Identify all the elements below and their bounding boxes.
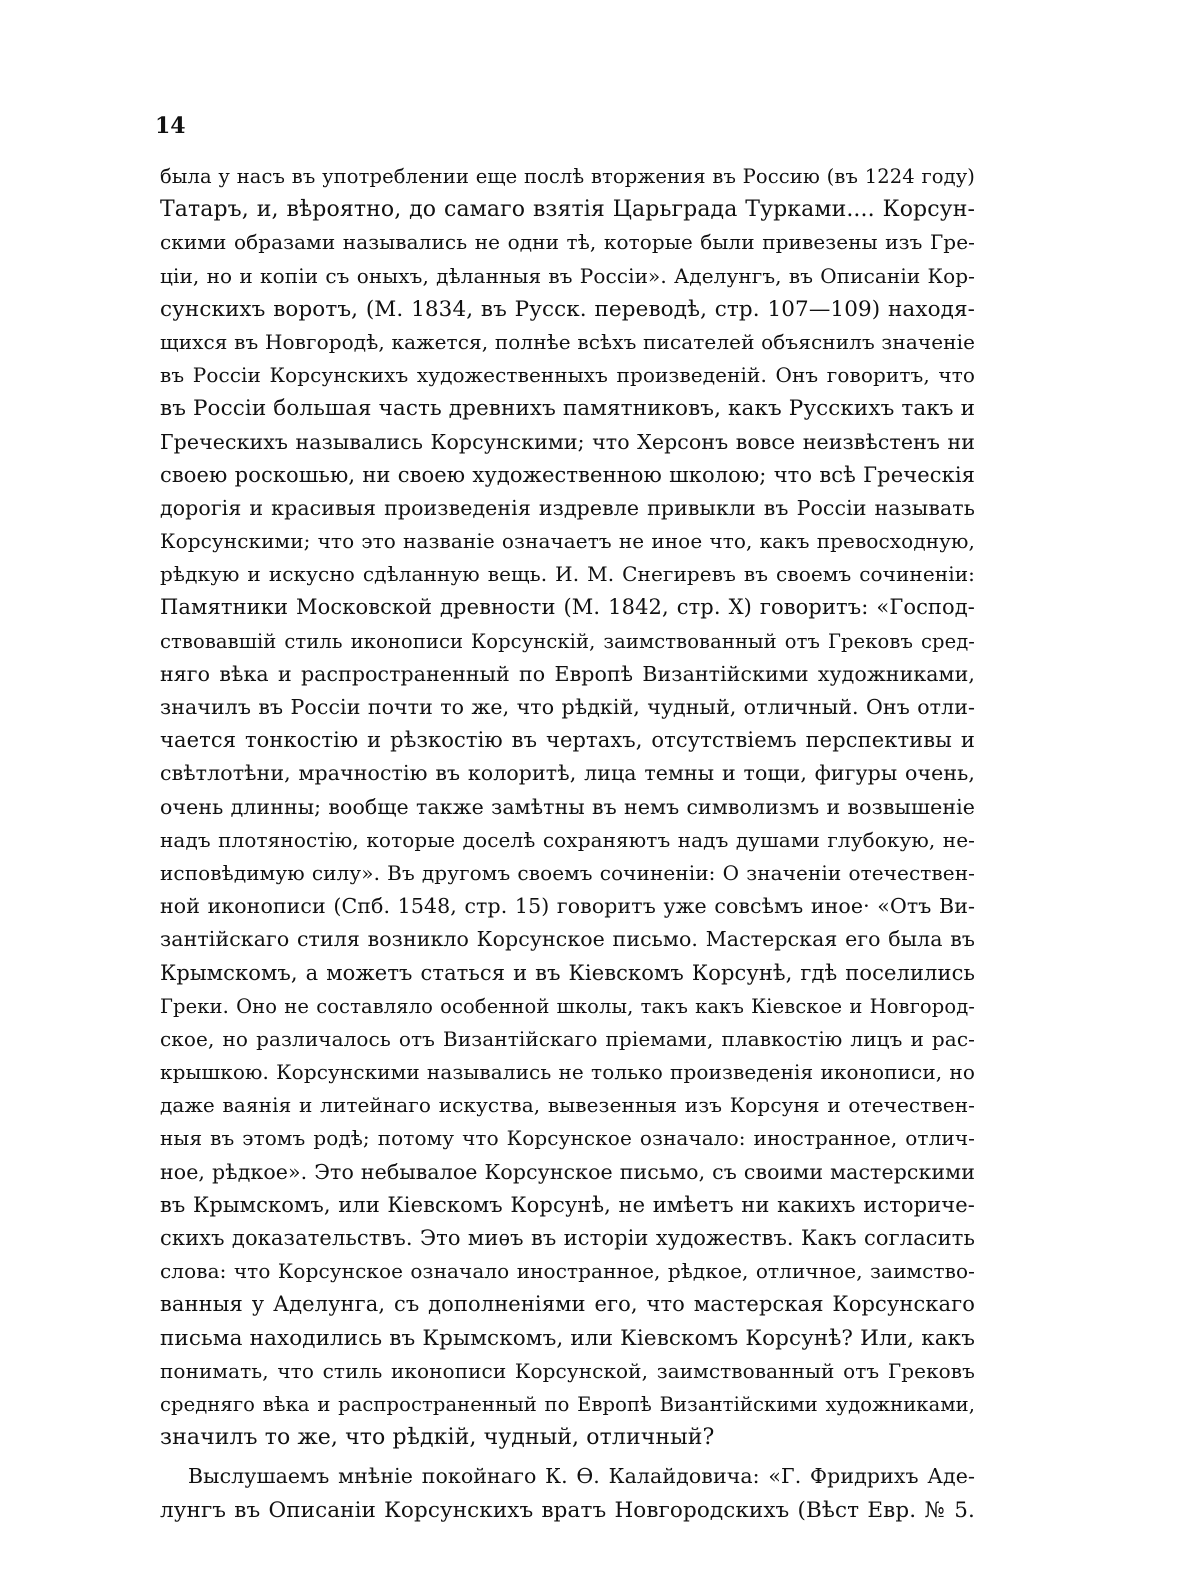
text-line: скими образами назывались не одни тѣ, которые были привезены изъ Гре-: [160, 230, 975, 255]
text-line: въ Россіи Корсунскихъ художественныхъ произведеній. Онъ говоритъ, что: [160, 363, 975, 388]
paragraph: [160, 160, 975, 1454]
text-line: слова: что Корсунское означало иностранное, рѣдкое, отличное, заимство-: [160, 1259, 975, 1284]
text-line: няго вѣка и распространенный по Европѣ Византійскими художниками,: [160, 661, 975, 686]
text-line: Греки. Оно не составляло особенной школы, такъ какъ Кіевское и Новгород-: [160, 994, 975, 1018]
text-line: ныя въ этомъ родѣ; потому что Корсунское означало: иностранное, отлич-: [160, 1126, 975, 1151]
text-line: щихся въ Новгородѣ, кажется, полнѣе всѣхъ писателей объяснилъ значеніе: [160, 329, 975, 354]
text-line: крышкою. Корсунскими назывались не только произведенія иконописи, но: [160, 1060, 975, 1085]
text-line: очень длинны; вообще также замѣтны въ немъ символизмъ и возвышеніе: [160, 794, 975, 819]
text-line: своею роскошью, ни своею художественною школою; что всѣ Греческія: [160, 462, 975, 487]
text-line: средняго вѣка и распространенный по Европѣ Византійскими художниками,: [160, 1392, 975, 1416]
text-line: Татаръ, и, вѣроятно, до самаго взятія Царьграда Турками.... Корсун-: [160, 197, 975, 223]
text-line: Памятники Московской древности (М. 1842, стр. X) говоритъ: «Господ-: [160, 595, 975, 620]
text-line: сунскихъ воротъ, (М. 1834, въ Русск. переводѣ, стр. 107—109) находя-: [160, 296, 975, 322]
text-line: ское, но различалось отъ Византійскаго пріемами, плавкостію лицъ и рас-: [160, 1026, 975, 1051]
text-line: ванныя у Аделунга, съ дополненіями его, что мастерская Корсунскаго: [160, 1292, 975, 1317]
text-line: въ Россіи большая часть древнихъ памятниковъ, какъ Русскихъ такъ и: [160, 396, 975, 422]
text-line: лунгъ въ Описаніи Корсунскихъ вратъ Новгородскихъ (Вѣст Евр. № 5.: [160, 1497, 975, 1523]
text-line: письма находились въ Крымскомъ, или Кіевскомъ Корсунѣ? Или, какъ: [160, 1325, 975, 1351]
text-line: понимать, что стиль иконописи Корсунской, заимствованный отъ Грековъ: [160, 1358, 975, 1383]
text-line: была у насъ въ употреблении еще послѣ вторжения въ Россию (въ 1224 году): [160, 165, 975, 188]
text-line: ной иконописи (Спб. 1548, стр. 15) говоритъ уже совсѣмъ иное· «Отъ Ви-: [160, 894, 975, 919]
text-line: ціи, но и копіи съ оныхъ, дѣланныя въ Россіи». Аделунгъ, въ Описаніи Кор-: [160, 263, 975, 288]
paragraph: [160, 1454, 975, 1526]
text-line: Выслушаемъ мнѣніе покойнаго К. Ѳ. Калайдовича: «Г. Фридрихъ Аде-: [188, 1464, 975, 1489]
text-line: исповѣдимую силу». Въ другомъ своемъ сочиненіи: О значеніи отечествен-: [160, 860, 975, 885]
text-line: дорогія и красивыя произведенія издревле привыкли въ Россіи называть: [160, 495, 975, 520]
body-text: [160, 160, 975, 1527]
text-line: чается тонкостію и рѣзкостію въ чертахъ, отсутствіемъ перспективы и: [160, 728, 975, 753]
text-line: даже ваянія и литейнаго искуства, вывезенныя изъ Корсуня и отечествен-: [160, 1093, 975, 1118]
text-line: значилъ въ Россіи почти то же, что рѣдкій, чудный, отличный. Онъ отли-: [160, 695, 975, 719]
text-line: Корсунскими; что это названіе означаетъ не иное что, какъ превосходную,: [160, 529, 975, 554]
text-line: свѣтлотѣни, мрачностію въ колоритѣ, лица темны и тощи, фигуры очень,: [160, 761, 975, 786]
text-line: зантійскаго стиля возникло Корсунское письмо. Мастерская его была въ: [160, 927, 975, 952]
text-line: въ Крымскомъ, или Кіевскомъ Корсунѣ, не имѣетъ ни какихъ историче-: [160, 1192, 975, 1217]
text-line: скихъ доказательствъ. Это миѳъ въ исторіи художествъ. Какъ согласить: [160, 1226, 975, 1250]
text-line: ное, рѣдкое». Это небывалое Корсунское письмо, съ своими мастерскими: [160, 1159, 975, 1184]
text-line: Крымскомъ, а можетъ статься и въ Кіевскомъ Корсунѣ, гдѣ поселились: [160, 960, 975, 985]
text-line: значилъ то же, что рѣдкій, чудный, отличный?: [160, 1425, 715, 1451]
text-line: надъ плотяностію, которые доселѣ сохраняютъ надъ душами глубокую, не-: [160, 827, 975, 852]
text-line: рѣдкую и искусно сдѣланную вещь. И. М. Снегиревъ въ своемъ сочиненіи:: [160, 562, 975, 587]
text-line: Греческихъ назывались Корсунскими; что Херсонъ вовсе неизвѣстенъ ни: [160, 429, 975, 454]
text-line: ствовавшій стиль иконописи Корсунскій, заимствованный отъ Грековъ сред-: [160, 629, 975, 653]
page-number: 14: [155, 113, 186, 139]
